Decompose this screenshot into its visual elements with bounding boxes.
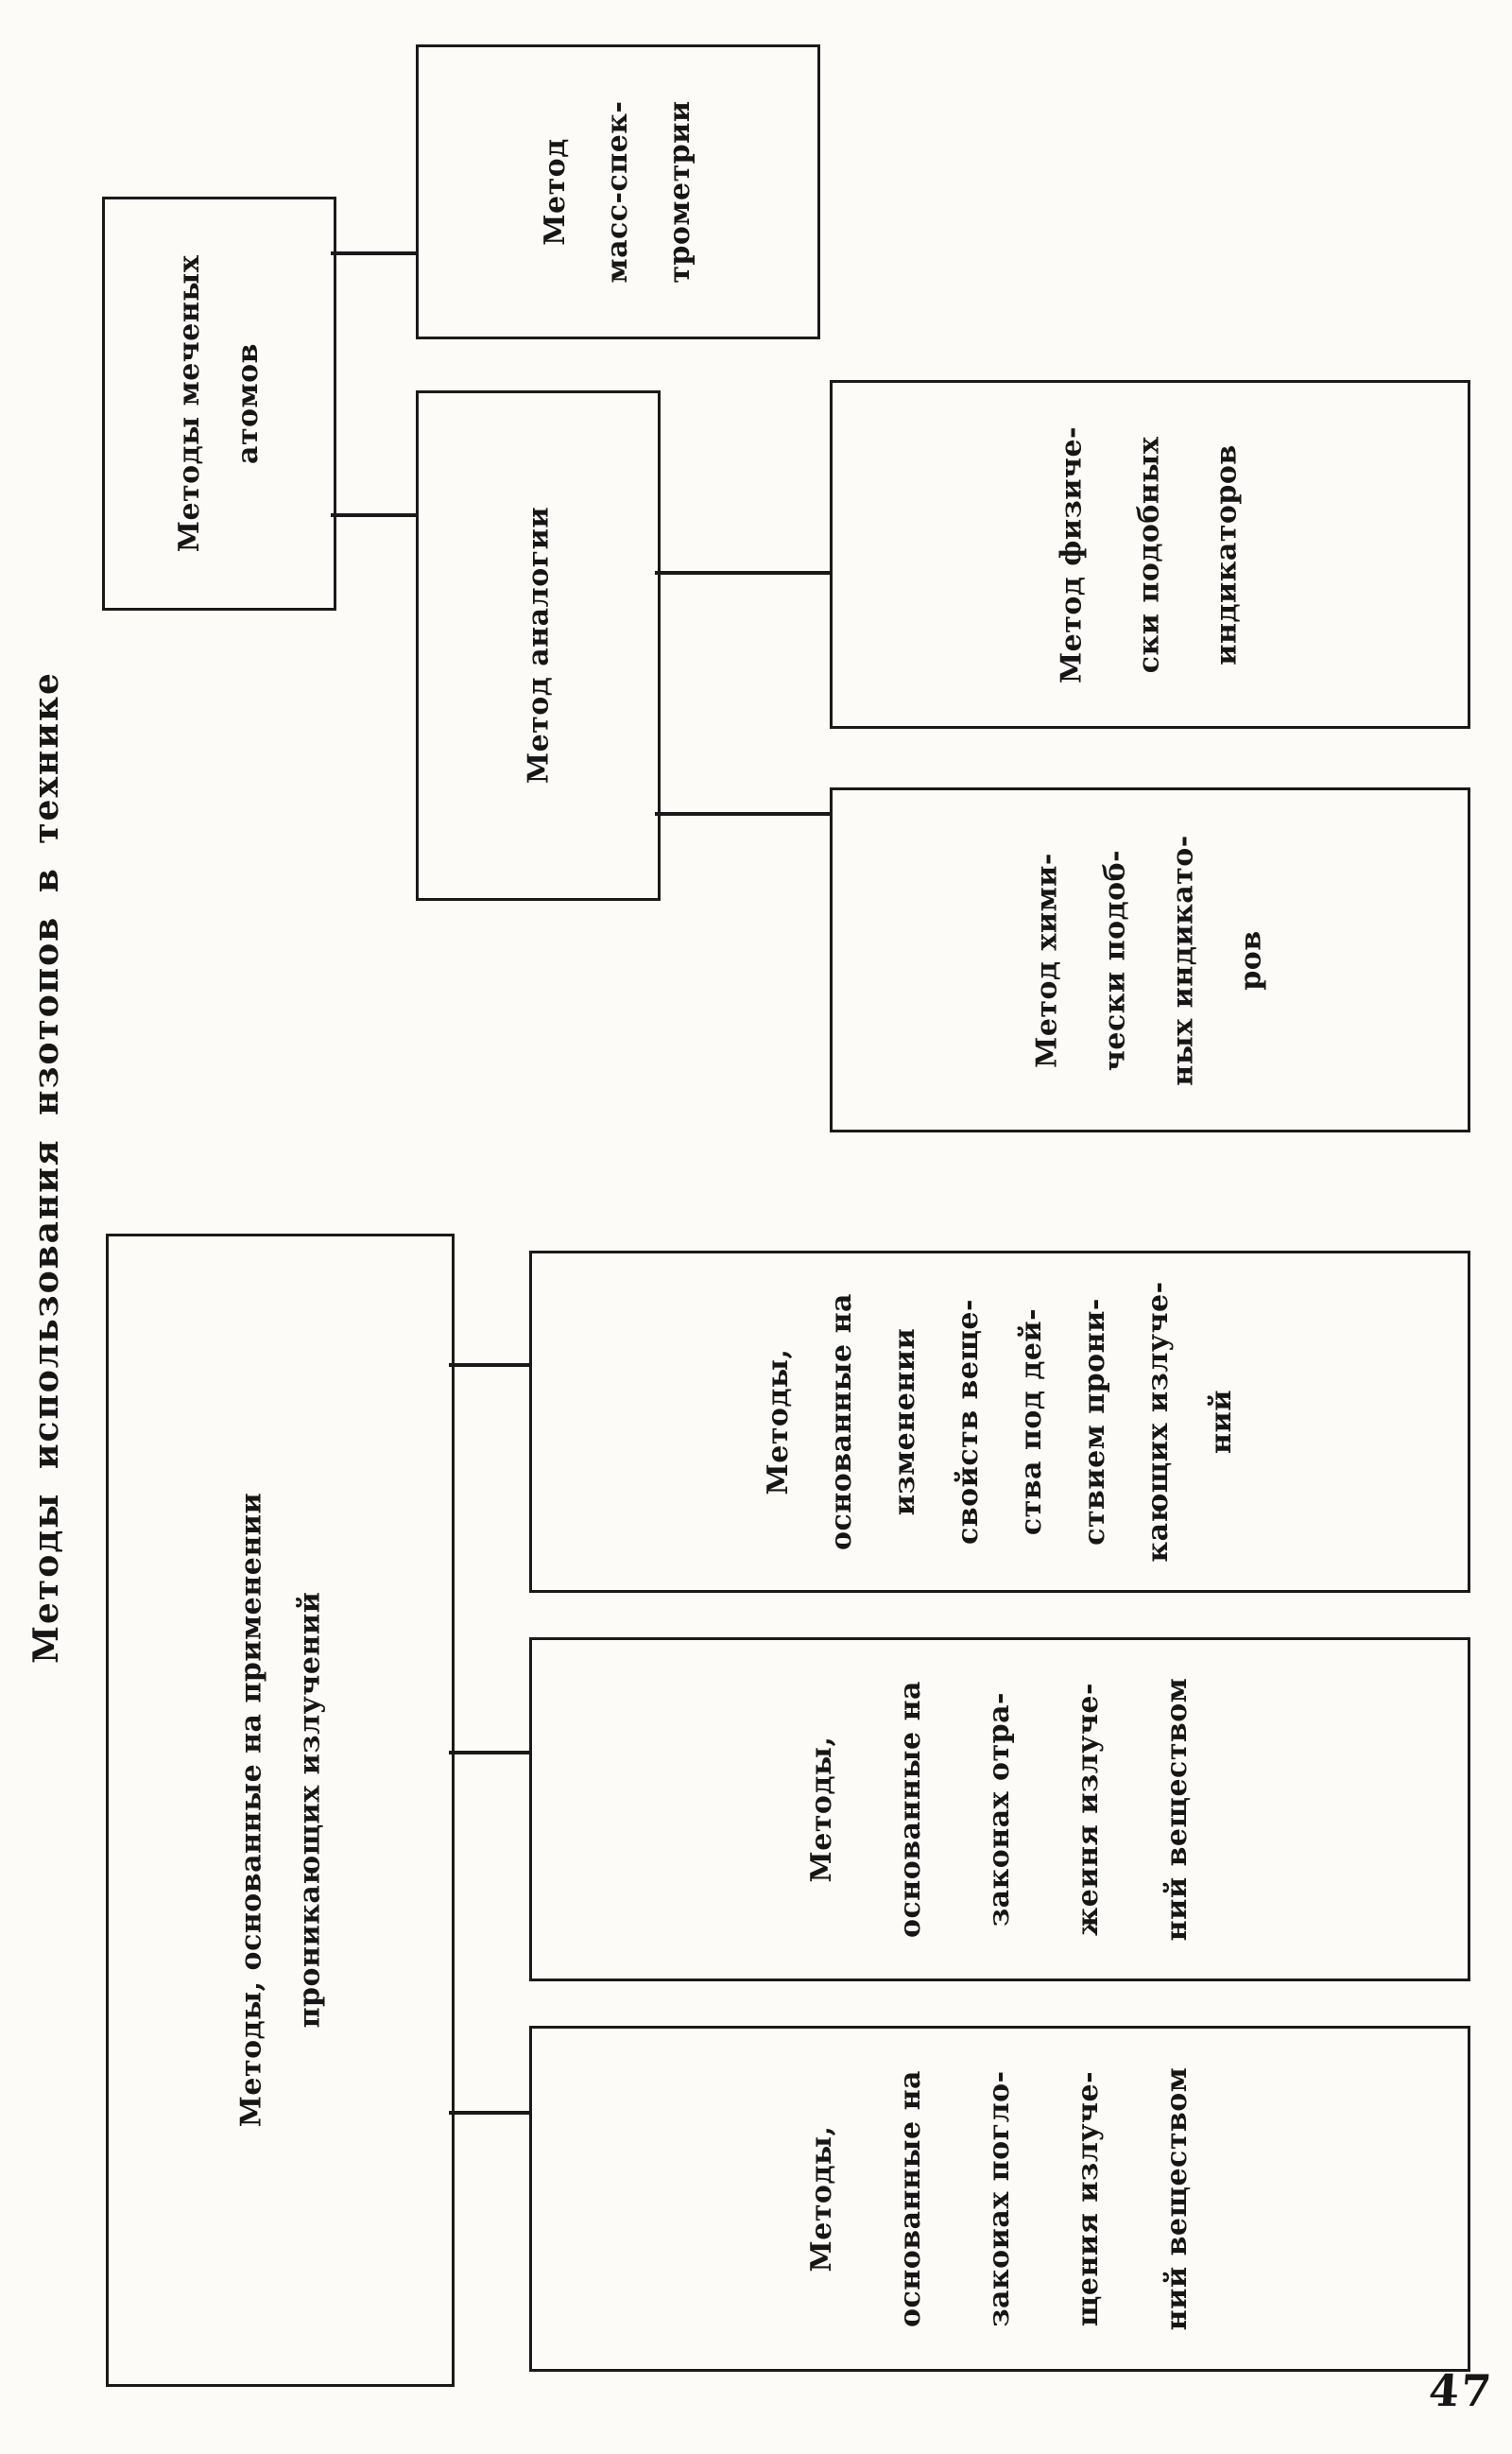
- box-line: ствием прони-: [1078, 1298, 1111, 1546]
- box-line: жеиня излуче-: [1072, 1683, 1105, 1936]
- box-line: Метод аналогии: [522, 506, 555, 785]
- box-chemically-similar-indicators: [830, 787, 1470, 1132]
- box-line: Метод физиче-: [1055, 425, 1089, 684]
- box-labeled-atom-methods: [102, 197, 336, 611]
- box-line: изменении: [888, 1327, 921, 1516]
- connector-analogy-to-chemically-similar: [655, 812, 832, 816]
- box-line: Методы,: [805, 1736, 838, 1883]
- box-property-change-methods: [529, 1251, 1470, 1593]
- box-line: основанные на: [894, 1681, 927, 1938]
- box-line: ний: [1205, 1390, 1238, 1454]
- connector-labeled-atoms-to-mass-spectrometry: [331, 251, 418, 255]
- box-mass-spectrometry-method: [416, 44, 820, 339]
- connector-penetrating-to-reflection: [449, 1751, 531, 1754]
- box-line: Методы, основанные на применении: [234, 1492, 267, 2128]
- diagram-title-text: Методы использования нзотопов в технике: [26, 671, 66, 1664]
- box-line: ски подобных: [1132, 436, 1166, 674]
- box-line: кающих излуче-: [1142, 1281, 1175, 1563]
- box-line: Метод хими-: [1030, 853, 1064, 1068]
- connector-penetrating-to-absorption: [449, 2111, 531, 2115]
- box-line: Методы,: [762, 1348, 795, 1495]
- box-line: индикаторов: [1210, 444, 1244, 665]
- box-physically-similar-indicators: [830, 380, 1470, 729]
- connector-analogy-to-physically-similar: [655, 571, 832, 575]
- box-line: атомов: [232, 343, 265, 464]
- box-line: Методы меченых: [173, 254, 206, 553]
- box-reflection-law-methods: [529, 1637, 1470, 1981]
- box-line: основанные на: [894, 2070, 927, 2327]
- box-line: Метод: [539, 138, 572, 246]
- box-absorption-law-methods: [529, 2026, 1470, 2372]
- page-number: 47: [1427, 2365, 1495, 2416]
- box-line: свойств веще-: [952, 1299, 985, 1545]
- box-line: ных индикато-: [1166, 835, 1200, 1086]
- box-line: проникающих излучений: [293, 1591, 326, 2029]
- box-line: ров: [1234, 930, 1268, 991]
- box-line: щения излуче-: [1072, 2070, 1105, 2327]
- box-line: ний веществом: [1160, 2066, 1194, 2331]
- connector-labeled-atoms-to-analogy: [331, 513, 418, 517]
- connector-penetrating-to-property-change: [449, 1363, 531, 1367]
- box-line: закоиах погло-: [983, 2070, 1016, 2327]
- box-line: Методы,: [805, 2125, 838, 2273]
- box-analogy-method: [416, 390, 661, 901]
- box-line: ства под дей-: [1015, 1307, 1048, 1536]
- diagram-title: [26, 671, 66, 1664]
- box-penetrating-radiation-methods: [106, 1234, 455, 2387]
- box-line: масс-спек-: [601, 100, 634, 284]
- box-line: ний веществом: [1160, 1677, 1194, 1942]
- box-line: законах отра-: [983, 1692, 1016, 1927]
- box-line: чески подоб-: [1098, 849, 1132, 1072]
- box-line: трометрии: [663, 100, 696, 284]
- box-line: основанные на: [825, 1293, 858, 1550]
